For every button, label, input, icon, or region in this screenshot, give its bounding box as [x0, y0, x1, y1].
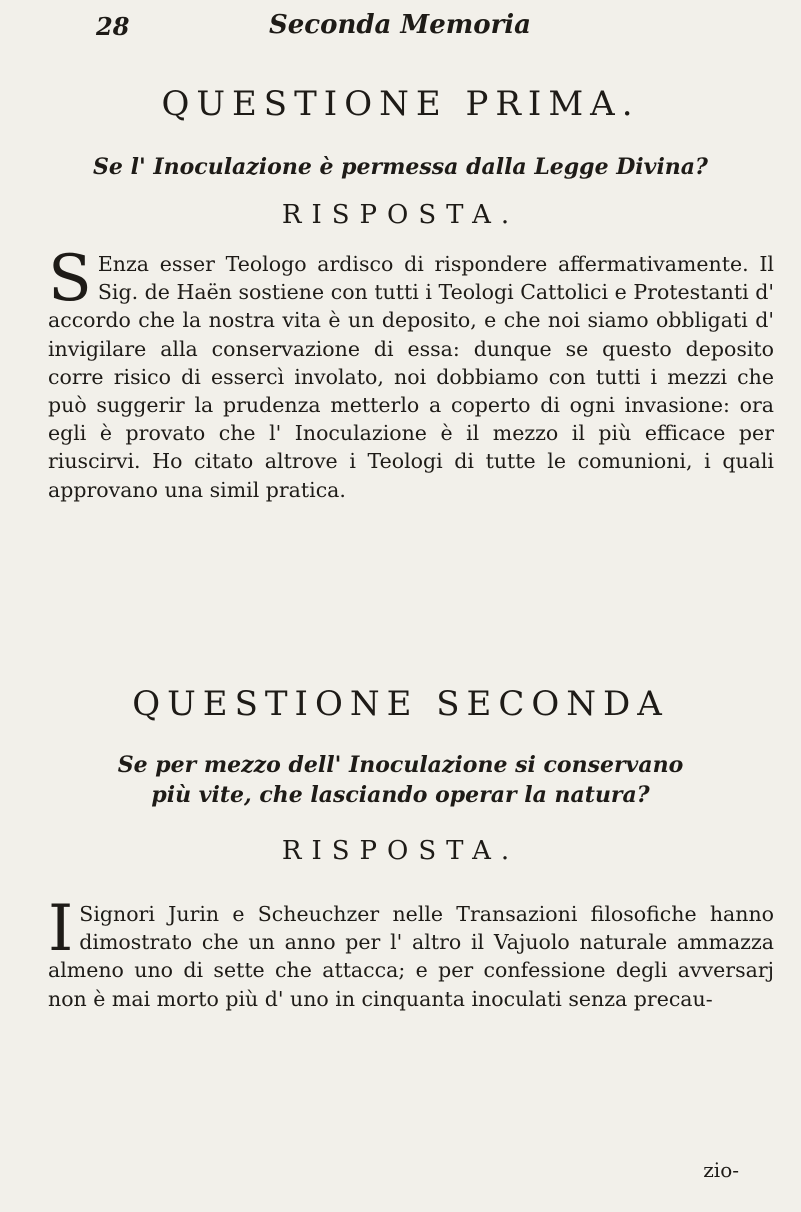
- dropcap-second: I: [48, 892, 74, 966]
- dropcap-first: S: [48, 242, 92, 316]
- question-second-line2: più vite, che lasciando operar la natura?: [151, 782, 650, 808]
- question-first: Se l' Inoculazione è permessa dalla Legge Divina?: [93, 154, 708, 180]
- question-second-line1: Se per mezzo dell' Inoculazione si conservano: [117, 752, 684, 778]
- answer-label-first: RISPOSTA.: [281, 200, 520, 230]
- paragraph-second-text: Signori Jurin e Scheuchzer nelle Transazioni filosofiche hanno dimostrato che un anno per l' altro il Vajuolo naturale ammazza almeno uno di sette che attacca; e per confessione degli avversarj non è mai morto più d' uno in cinquanta inoculati senza precau-: [48, 902, 774, 1011]
- paragraph-second: [48, 892, 774, 1013]
- catchword: zio-: [703, 1158, 739, 1182]
- running-head: [40, 8, 760, 44]
- answer-label-second: RISPOSTA.: [281, 836, 520, 866]
- running-title: Seconda Memoria: [268, 10, 532, 40]
- paragraph-first-text: Enza esser Teologo ardisco di rispondere affermativamente. Il Sig. de Haën sostiene con tutti i Teologi Cattolici e Protestanti d' accordo che la nostra vita è un deposito, e che noi siamo obbligati d' invigilare alla conservazione di essa: dunque se questo deposito corre risico di essercì involato, noi dobbiamo con tutti i mezzi che può suggerir la prudenza metterlo a coperto di ogni invasione: ora egli è provato che l' Inoculazione è il mezzo il più efficace per riuscirvi. Ho citato altrove i Teologi di tutte le comunioni, i quali approvano una simil pratica.: [48, 252, 774, 502]
- paragraph-first: [48, 242, 774, 504]
- section-heading-first: QUESTIONE PRIMA.: [161, 84, 640, 124]
- page-number: 28: [96, 12, 130, 41]
- section-heading-second: QUESTIONE SECONDA: [132, 684, 669, 724]
